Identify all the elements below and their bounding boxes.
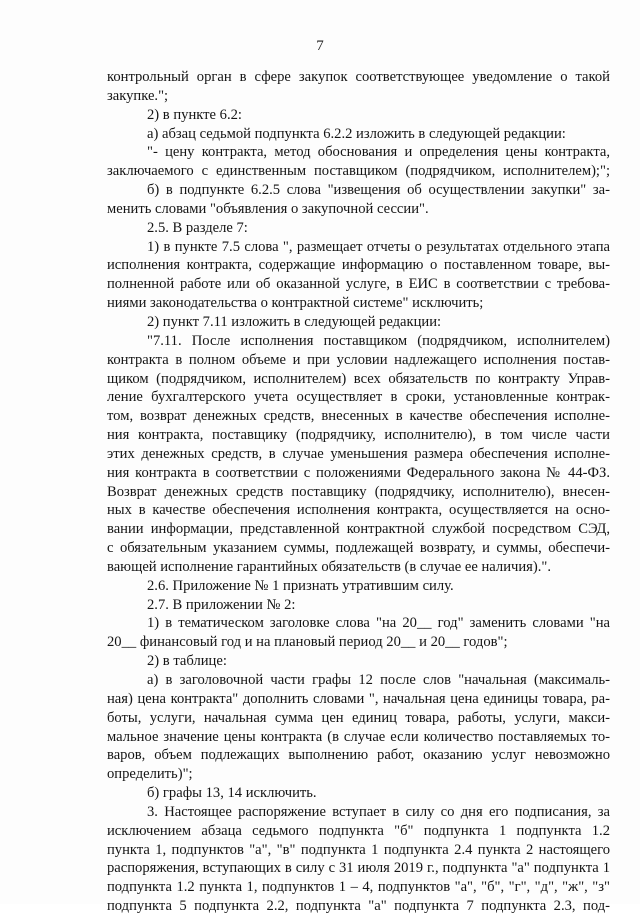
text-line: подпункта 1.2 пункта 1, подпунктов 1 – 4, подпунктов "а", "б", "г", "д", "ж", "з" — [107, 879, 610, 896]
document-body — [107, 68, 610, 916]
text-line: исполнения контракта, содержащие информацию о поставленном товаре, вы- — [107, 257, 610, 274]
text-line: 2) пункт 7.11 изложить в следующей редакции: — [147, 313, 442, 330]
text-line: а) в заголовочной части графы 12 после слов "начальная (максималь- — [147, 672, 610, 688]
text-line: "7.11. После исполнения поставщиком (подрядчиком, исполнителем) — [147, 332, 610, 349]
text-line: исключением абзаца седьмого подпункта "б" подпункта 1 подпункта 1.2 — [107, 822, 610, 839]
text-line: 1) в пункте 7.5 слова ", размещает отчеты о результатах отдельного этапа — [147, 238, 610, 255]
page-number: 7 — [316, 38, 324, 54]
text-line: том, возврат денежных средств, внесенных в качестве обеспечения исполне- — [107, 408, 610, 425]
text-line: вании информации, представленной контрактной службой посредством СЭД, — [107, 521, 610, 538]
text-line: полненной работе или об оказанной услуге, в ЕИС в соответствии с требова- — [107, 276, 610, 293]
text-line: ная) цена контракта" дополнить словами ", начальная цена единицы товара, ра- — [107, 690, 610, 707]
text-line: ния контракта, поставщику (подрядчику, исполнителю), в том числе части — [107, 427, 610, 444]
text-line: варов, объем подлежащих выполнению работ, оказанию услуг невозможно — [107, 747, 610, 764]
text-line: 2.6. Приложение № 1 признать утратившим силу. — [147, 577, 454, 594]
text-line: 20__ финансовый год и на плановый период 20__ и 20__ годов"; — [107, 634, 508, 651]
text-line: ния контракта в соответствии с положениями Федерального закона № 44-ФЗ. — [107, 464, 610, 481]
text-line: подпункта 5 подпункта 2.2, подпункта "а" подпункта 7 подпункта 2.3, под- — [107, 898, 610, 915]
text-line: 3. Настоящее распоряжение вступает в силу со дня его подписания, за — [147, 803, 610, 820]
text-line: этих денежных средств, в случае уменьшения размера обеспечения исполне- — [107, 445, 610, 462]
text-line: щиком (подрядчиком, исполнителем) всех обязательств по контракту Управ- — [107, 370, 610, 387]
text-line: контрольный орган в сфере закупок соответствующее уведомление о такой — [107, 69, 610, 85]
text-line: 2.5. В разделе 7: — [147, 219, 248, 236]
text-line: ных в качестве обеспечения исполнения контракта, осуществляется на осно- — [107, 502, 610, 519]
text-line: мальное значение цены контракта (в случае если количество поставляемых то- — [107, 728, 610, 745]
text-line: распоряжения, вступающих в силу с 31 июля 2019 г., подпункта "а" подпункта 1 — [107, 860, 610, 877]
text-line: б) в подпункте 6.2.5 слова "извещения об осуществлении закупки" за- — [147, 182, 610, 199]
text-line: контракта в полном объеме и при условии надлежащего исполнения постав- — [107, 351, 610, 368]
text-line: закупке."; — [107, 87, 169, 104]
text-line: менить словами "объявления о закупочной сессии". — [107, 200, 429, 217]
text-line: боты, услуги, начальная сумма цен единиц товара, работы, услуги, макси- — [107, 709, 610, 726]
text-line: заключаемого с единственным поставщиком (подрядчиком, исполнителем);"; — [107, 163, 610, 180]
text-line: 1) в тематическом заголовке слова "на 20__ год" заменить словами "на — [147, 615, 610, 632]
text-line: "- цену контракта, метод обоснования и определения цены контракта, — [147, 144, 610, 161]
text-line: ление бухгалтерского учета осуществляет в сроки, установленные контрак- — [107, 389, 610, 406]
text-line: 2) в таблице: — [147, 653, 227, 670]
text-line: ниями законодательства о контрактной системе" исключить; — [107, 295, 484, 312]
text-line: а) абзац седьмой подпункта 6.2.2 изложить в следующей редакции: — [147, 125, 566, 142]
text-line: 2) в пункте 6.2: — [147, 106, 242, 123]
text-line: с обязательным указанием суммы, подлежащей возврату, и суммы, обеспечи- — [107, 540, 610, 557]
text-line: 2.7. В приложении № 2: — [147, 596, 296, 613]
text-line: б) графы 13, 14 исключить. — [147, 785, 317, 802]
text-line: вающей исполнение гарантийных обязательств (в случае ее наличия).". — [107, 558, 551, 575]
text-line: пункта 1, подпунктов "а", "в" подпункта 1 подпункта 2.4 пункта 2 настоящего — [107, 841, 610, 858]
text-line: Возврат денежных средств поставщику (подрядчику, исполнителю), внесен- — [107, 483, 610, 500]
text-line: определить)"; — [107, 766, 193, 783]
